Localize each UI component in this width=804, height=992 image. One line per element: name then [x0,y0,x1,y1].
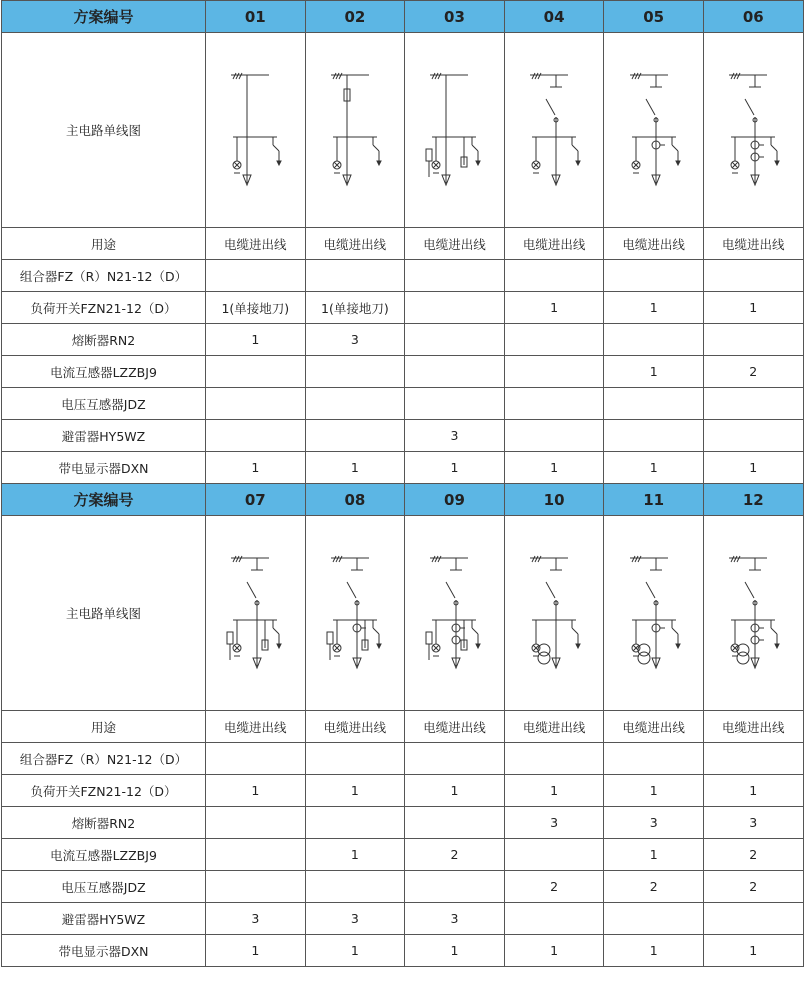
component-quantity [504,903,604,935]
component-row [2,871,804,903]
single-line-diagram-02-icon [325,65,385,195]
component-quantity [305,388,405,420]
component-quantity [703,743,803,775]
component-quantity [405,292,505,324]
usage-value: 电缆进出线 [405,711,505,743]
component-quantity: 1 [305,935,405,967]
usage-value: 电缆进出线 [604,711,704,743]
component-quantity: 1 [305,839,405,871]
component-label: 组合器FZ（R）N21-12（D） [2,260,206,292]
scheme-number: 07 [206,484,306,516]
diagram-cell [305,33,405,228]
component-quantity [703,903,803,935]
component-label: 电压互感器JDZ [2,871,206,903]
component-label: 熔断器RN2 [2,807,206,839]
component-row [2,324,804,356]
component-quantity: 1(单接地刀) [305,292,405,324]
component-quantity: 1 [604,356,704,388]
component-label: 电流互感器LZZBJ9 [2,839,206,871]
single-line-diagram-06-icon [723,65,783,195]
component-quantity [305,871,405,903]
component-quantity: 1 [504,292,604,324]
component-row [2,420,804,452]
diagram-cell [604,33,704,228]
usage-label: 用途 [2,228,206,260]
diagram-cell [206,33,306,228]
component-quantity: 2 [604,871,704,903]
single-line-diagram-08-icon [325,548,385,678]
scheme-number-label: 方案编号 [2,1,206,33]
component-label: 避雷器HY5WZ [2,903,206,935]
component-label: 负荷开关FZN21-12（D） [2,775,206,807]
component-quantity: 1 [305,452,405,484]
diagram-row [2,33,804,228]
scheme-header-row [2,1,804,33]
component-quantity: 3 [405,420,505,452]
component-quantity [405,388,505,420]
diagram-cell [703,516,803,711]
component-label: 避雷器HY5WZ [2,420,206,452]
single-line-diagram-09-icon [424,548,484,678]
component-quantity [703,420,803,452]
component-quantity [604,388,704,420]
single-line-diagram-04-icon [524,65,584,195]
component-row [2,935,804,967]
component-row [2,356,804,388]
component-quantity: 3 [405,903,505,935]
component-quantity: 1 [305,775,405,807]
component-quantity [206,356,306,388]
component-quantity [504,324,604,356]
component-quantity: 1 [206,452,306,484]
component-quantity [604,324,704,356]
usage-value: 电缆进出线 [405,228,505,260]
component-quantity: 1 [604,775,704,807]
component-quantity [206,807,306,839]
usage-label: 用途 [2,711,206,743]
scheme-number: 05 [604,1,704,33]
component-quantity: 1 [703,452,803,484]
diagram-row-label: 主电路单线图 [2,516,206,711]
component-quantity [305,260,405,292]
component-quantity: 1 [604,452,704,484]
component-quantity: 1 [703,935,803,967]
component-quantity [405,260,505,292]
usage-value: 电缆进出线 [504,228,604,260]
scheme-number: 09 [405,484,505,516]
component-label: 负荷开关FZN21-12（D） [2,292,206,324]
component-quantity [604,903,704,935]
component-quantity: 2 [703,839,803,871]
component-label: 熔断器RN2 [2,324,206,356]
component-quantity [604,420,704,452]
scheme-number: 06 [703,1,803,33]
diagram-cell [405,33,505,228]
component-quantity [206,420,306,452]
component-label: 带电显示器DXN [2,935,206,967]
usage-value: 电缆进出线 [604,228,704,260]
component-row [2,903,804,935]
component-quantity: 1 [703,292,803,324]
scheme-table [1,0,804,967]
component-quantity [305,420,405,452]
component-quantity: 1 [206,324,306,356]
usage-row [2,711,804,743]
component-quantity [504,356,604,388]
component-label: 组合器FZ（R）N21-12（D） [2,743,206,775]
component-quantity [504,260,604,292]
component-quantity: 1 [504,775,604,807]
scheme-number: 08 [305,484,405,516]
component-quantity: 1 [703,775,803,807]
single-line-diagram-11-icon [624,548,684,678]
component-quantity: 1 [604,292,704,324]
usage-value: 电缆进出线 [206,228,306,260]
diagram-cell [405,516,505,711]
component-quantity: 2 [504,871,604,903]
component-quantity [703,324,803,356]
component-quantity: 1 [604,935,704,967]
component-label: 带电显示器DXN [2,452,206,484]
component-quantity: 1 [504,935,604,967]
component-quantity [305,356,405,388]
single-line-diagram-01-icon [225,65,285,195]
usage-value: 电缆进出线 [206,711,306,743]
component-quantity [206,743,306,775]
component-quantity [504,388,604,420]
component-label: 电压互感器JDZ [2,388,206,420]
component-quantity: 1 [604,839,704,871]
single-line-diagram-03-icon [424,65,484,195]
component-quantity [405,743,505,775]
component-row [2,839,804,871]
scheme-number: 12 [703,484,803,516]
component-quantity [703,388,803,420]
component-quantity: 3 [504,807,604,839]
component-row [2,775,804,807]
component-quantity [405,807,505,839]
diagram-cell [703,33,803,228]
component-quantity [504,839,604,871]
component-quantity [305,743,405,775]
scheme-number-label: 方案编号 [2,484,206,516]
component-quantity [206,839,306,871]
component-quantity: 1 [405,775,505,807]
component-quantity [206,871,306,903]
usage-row [2,228,804,260]
component-quantity [206,260,306,292]
component-row [2,260,804,292]
scheme-number: 11 [604,484,704,516]
diagram-cell [305,516,405,711]
component-quantity [703,260,803,292]
usage-value: 电缆进出线 [305,228,405,260]
component-quantity [206,388,306,420]
diagram-cell [604,516,704,711]
component-row [2,807,804,839]
component-quantity: 2 [703,871,803,903]
component-quantity [405,356,505,388]
component-quantity: 3 [305,903,405,935]
component-row [2,292,804,324]
diagram-row [2,516,804,711]
component-quantity [604,260,704,292]
scheme-number: 10 [504,484,604,516]
single-line-diagram-12-icon [723,548,783,678]
component-quantity: 3 [206,903,306,935]
component-row [2,388,804,420]
component-quantity: 1 [405,452,505,484]
single-line-diagram-10-icon [524,548,584,678]
component-quantity [405,871,505,903]
scheme-number: 03 [405,1,505,33]
component-quantity: 3 [703,807,803,839]
single-line-diagram-07-icon [225,548,285,678]
component-quantity [604,743,704,775]
usage-value: 电缆进出线 [703,711,803,743]
component-row [2,452,804,484]
component-quantity [405,324,505,356]
component-quantity [504,743,604,775]
usage-value: 电缆进出线 [305,711,405,743]
component-quantity: 3 [604,807,704,839]
scheme-number: 01 [206,1,306,33]
component-label: 电流互感器LZZBJ9 [2,356,206,388]
component-quantity: 2 [405,839,505,871]
scheme-header-row [2,484,804,516]
diagram-cell [504,516,604,711]
component-quantity: 1(单接地刀) [206,292,306,324]
diagram-row-label: 主电路单线图 [2,33,206,228]
usage-value: 电缆进出线 [703,228,803,260]
scheme-number: 02 [305,1,405,33]
component-quantity [305,807,405,839]
usage-value: 电缆进出线 [504,711,604,743]
component-quantity [504,420,604,452]
component-quantity: 3 [305,324,405,356]
component-quantity: 1 [504,452,604,484]
component-quantity: 2 [703,356,803,388]
scheme-number: 04 [504,1,604,33]
component-quantity: 1 [206,775,306,807]
component-quantity: 1 [405,935,505,967]
diagram-cell [206,516,306,711]
single-line-diagram-05-icon [624,65,684,195]
component-quantity: 1 [206,935,306,967]
diagram-cell [504,33,604,228]
component-row [2,743,804,775]
